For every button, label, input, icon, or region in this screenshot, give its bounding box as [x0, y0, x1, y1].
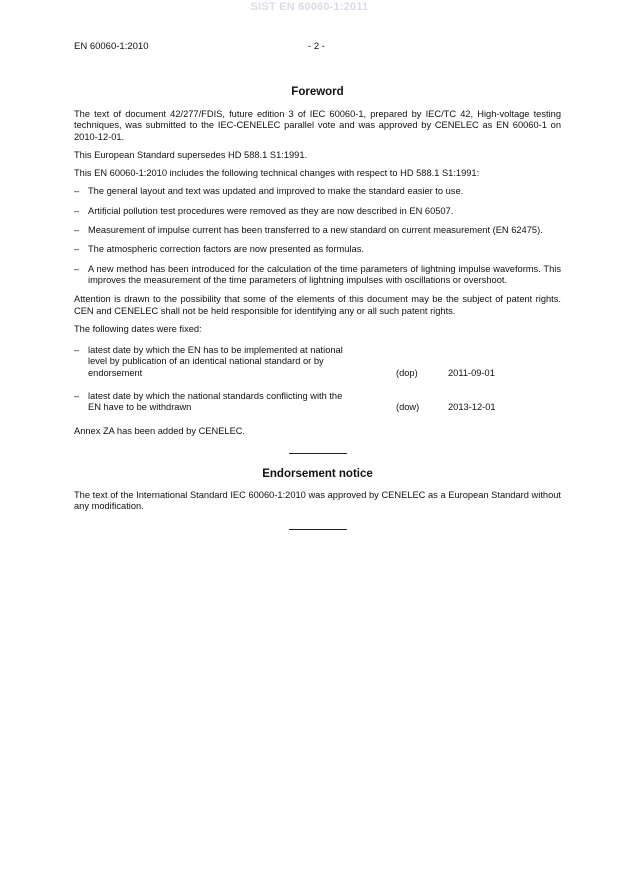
date-item-text: latest date by which the EN has to be implemented at national level by publication of an identical national standard or by endorsement [88, 345, 343, 378]
change-item: – The atmospheric correction factors are now presented as formulas. [74, 244, 364, 255]
header-doc-id: EN 60060-1:2010 [74, 41, 149, 52]
date-item-text: latest date by which the national standards conflicting with the EN have to be withdrawn [88, 391, 343, 413]
change-text: A new method has been introduced for the calculation of the time parameters of lightning impulse waveforms. This improves the measurement of the time parameters of lightning impulses with oscillations or overshoot. [88, 263, 561, 285]
foreword-title: Foreword [291, 86, 344, 98]
end-divider [289, 529, 347, 530]
change-text: The general layout and text was updated and improved to make the standard easier to use. [88, 186, 464, 197]
foreword-changes-intro: This EN 60060-1:2010 includes the following technical changes with respect to HD 588.1 S1:1991: [74, 168, 480, 179]
date-item-code: (dow) [396, 402, 420, 413]
foreword-supersedes: This European Standard supersedes HD 588.1 S1:1991. [74, 149, 308, 160]
foreword-attention: Attention is drawn to the possibility that some of the elements of this document may be the subject of patent rights. CEN and CENELEC shall not be held responsible for identifying any or all such patent rights. [74, 294, 561, 316]
date-item-dop: – latest date by which the EN has to be implemented at national level by publication of an identical national standard or by endorsement (dop) 2011-09-01 [74, 345, 495, 378]
change-text: Measurement of impulse current has been transferred to a new standard on current measurement (EN 62475). [88, 225, 543, 236]
foreword-dates-intro: The following dates were fixed: [74, 323, 202, 334]
date-item-dow: – latest date by which the national standards conflicting with the EN have to be withdrawn (dow) 2013-12-01 [74, 391, 496, 413]
foreword-intro: The text of document 42/277/FDIS, future edition 3 of IEC 60060-1, prepared by IEC/TC 42, High-voltage testing techniques, was submitted to the IEC-CENELEC parallel vote and was approved by CENELEC as EN 60060-1 on 2010-12-01. [74, 109, 561, 142]
change-text: The atmospheric correction factors are now presented as formulas. [88, 244, 364, 255]
date-item-date: 2013-12-01 [448, 402, 496, 413]
endorsement-title: Endorsement notice [262, 467, 373, 480]
header-page-number: - 2 - [308, 41, 325, 52]
foreword-annex: Annex ZA has been added by CENELEC. [74, 425, 246, 436]
change-item: – A new method has been introduced for the calculation of the time parameters of lightning impulse waveforms. This improves the measurement of the time parameters of lightning impulses with oscillations or overshoot. [74, 263, 561, 285]
date-item-date: 2011-09-01 [448, 367, 495, 378]
page-content [74, 86, 561, 544]
endorsement-text: The text of the International Standard IEC 60060-1:2010 was approved by CENELEC as a European Standard without any modification. [74, 489, 561, 512]
change-item: – Measurement of impulse current has been transferred to a new standard on current measurement (EN 62475). [74, 225, 543, 236]
section-divider [289, 453, 347, 454]
change-item: – The general layout and text was updated and improved to make the standard easier to use. [74, 186, 464, 197]
watermark: SIST EN 60060-1:2011 [250, 1, 369, 13]
change-text: Artificial pollution test procedures were removed as they are now described in EN 60507. [88, 205, 454, 216]
date-item-code: (dop) [396, 367, 418, 378]
change-item: – Artificial pollution test procedures were removed as they are now described in EN 60507. [74, 205, 454, 216]
